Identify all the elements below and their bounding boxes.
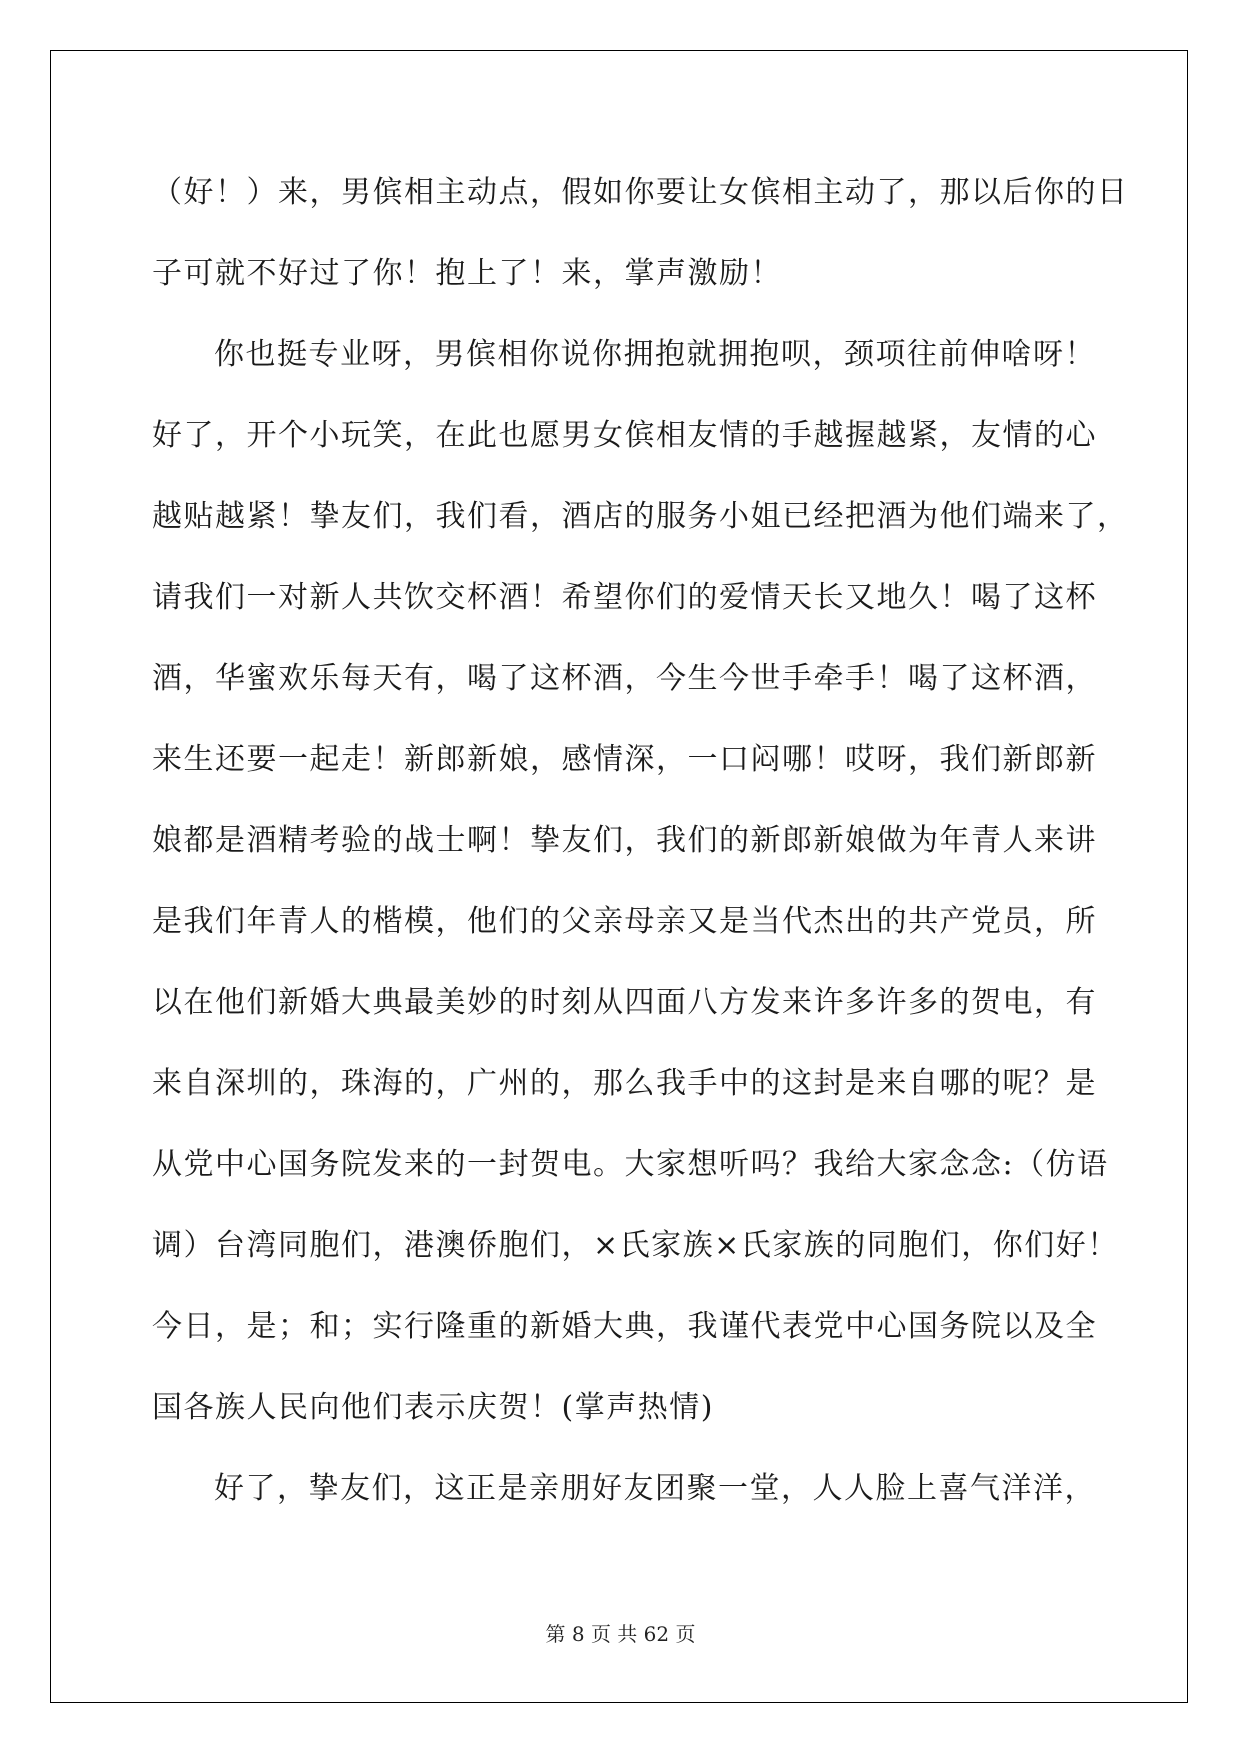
- text-line: 好了，开个小玩笑，在此也愿男女傧相友情的手越握越紧，友情的心: [152, 418, 1097, 453]
- text-line: 来自深圳的，珠海的，广州的，那么我手中的这封是来自哪的呢？是: [152, 1066, 1097, 1101]
- body-text: [152, 164, 1129, 1541]
- text-line: 今日，是；和；实行隆重的新婚大典，我谨代表党中心国务院以及全: [152, 1309, 1097, 1344]
- text-line: 你也挺专业呀，男傧相你说你拥抱就拥抱呗，颈项往前伸啥呀！: [214, 337, 1096, 372]
- text-line: 从党中心国务院发来的一封贺电。大家想听吗？我给大家念念:（仿语: [152, 1147, 1109, 1182]
- text-line: （好！）来，男傧相主动点，假如你要让女傧相主动了，那以后你的日: [152, 175, 1129, 210]
- text-line: 是我们年青人的楷模，他们的父亲母亲又是当代杰出的共产党员，所: [152, 904, 1097, 939]
- text-line: 国各族人民向他们表示庆贺！(掌声热情): [152, 1390, 714, 1425]
- text-line: 请我们一对新人共饮交杯酒！希望你们的爱情天长又地久！喝了这杯: [152, 580, 1097, 615]
- text-line: 好了，挚友们，这正是亲朋好友团聚一堂，人人脸上喜气洋洋，: [214, 1471, 1096, 1506]
- page-number-footer: 第 8 页 共 62 页: [545, 1622, 696, 1646]
- text-line: 酒，华蜜欢乐每天有，喝了这杯酒，今生今世手牵手！喝了这杯酒，: [152, 661, 1097, 696]
- text-line: 子可就不好过了你！抱上了！来，掌声激励！: [152, 256, 782, 291]
- text-line: 以在他们新婚大典最美妙的时刻从四面八方发来许多许多的贺电，有: [152, 985, 1097, 1020]
- text-line: 调）台湾同胞们，港澳侨胞们，×氏家族×氏家族的同胞们，你们好！: [152, 1228, 1119, 1263]
- text-line: 娘都是酒精考验的战士啊！挚友们，我们的新郎新娘做为年青人来讲: [152, 823, 1097, 858]
- text-line: 来生还要一起走！新郎新娘，感情深，一口闷哪！哎呀，我们新郎新: [152, 742, 1097, 777]
- text-line: 越贴越紧！挚友们，我们看，酒店的服务小姐已经把酒为他们端来了，: [152, 499, 1129, 534]
